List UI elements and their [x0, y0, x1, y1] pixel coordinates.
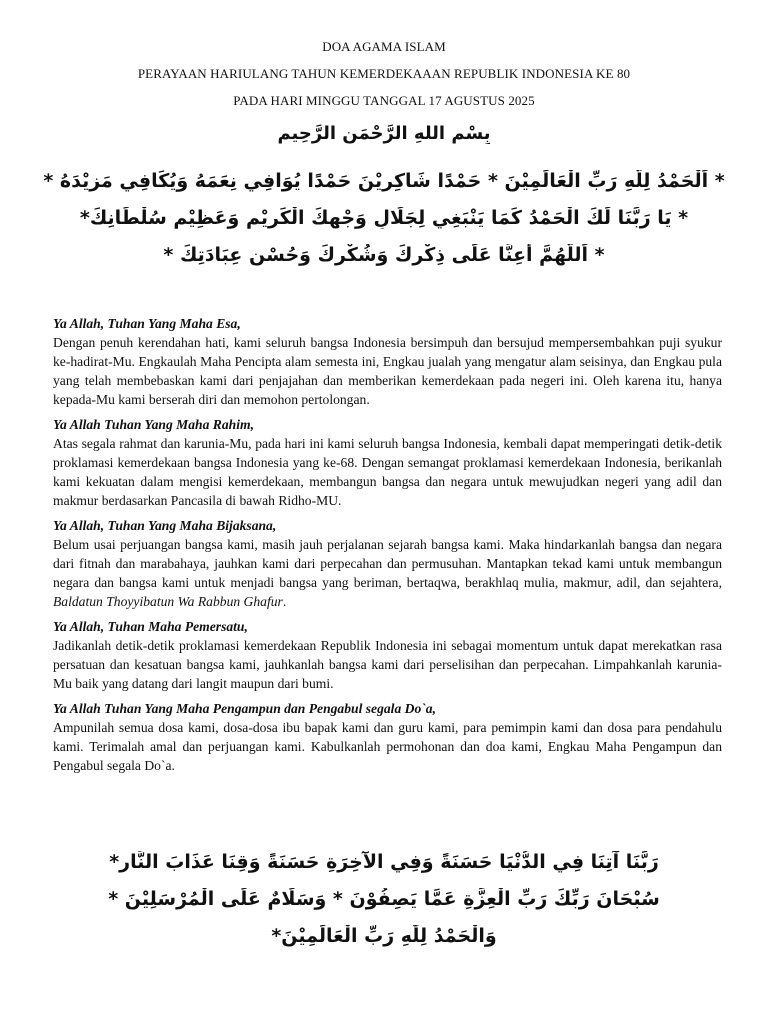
arabic-opening-line-1: * اَلْحَمْدُ لِلَّهِ رَبِّ الْعَالَمِيْنَ * حَمْدًا شَاكِرِيْنَ حَمْدًا يُوَافِي نِعَمَهُ وَيُكَافِي مَزِيْدَهُ *: [43, 170, 725, 192]
document-date-line: PADA HARI MINGGU TANGGAL 17 AGUSTUS 2025: [233, 93, 535, 108]
section-heading: Ya Allah, Tuhan Maha Pemersatu,: [53, 619, 248, 634]
section-paragraph: Dengan penuh kerendahan hati, kami seluruh bangsa Indonesia bersimpuh dan bersujud mempersembahkan puji syukur ke-hadirat-Mu. Engkaulah Maha Pencipta alam semesta ini, Engkau jualah yang mengatur alam seisinya, dan Engkau pula yang telah membebaskan kami dari penjajahan dan memberikan kemerdekaan pada negeri ini. Oleh karena itu, hanya kepada-Mu kami berserah diri dan memohon pertolongan.: [53, 335, 722, 407]
section-heading: Ya Allah, Tuhan Yang Maha Esa,: [53, 316, 241, 331]
prayer-body: [53, 314, 722, 781]
section-heading: Ya Allah Tuhan Yang Maha Rahim,: [53, 417, 254, 432]
prayer-section: [53, 617, 722, 693]
prayer-section: [53, 516, 722, 611]
section-paragraph: Jadikanlah detik-detik proklamasi kemerdekaan Republik Indonesia ini sebagai momentum untuk dapat merekatkan rasa persatuan dan kesatuan bangsa kami, jauhkanlah bangsa kami dari perselisihan dan perpecahan. Limpahkanlah karunia-Mu baik yang datang dari langit maupun dari bumi.: [53, 638, 722, 691]
prayer-section: [53, 314, 722, 409]
section-paragraph-wrapper: Belum usai perjuangan bangsa kami, masih jauh perjalanan sejarah bangsa kami. Maka hindarkanlah bangsa dan negara dari fitnah dan marabahaya, jauhkan kami dari perpecahan dan permusuhan. Mantapkan tekad kami untuk membangun negara dan bangsa kami untuk menjadi bangsa yang beriman, bertaqwa, berakhlaq mulia, makmur, adil, dan sejahtera, Baldatun Thoyyibatun Wa Rabbun Ghafur.: [53, 537, 722, 609]
arabic-opening-line-2: * يَا رَبَّنَا لَكَ الْحَمْدُ كَمَا يَنْبَغِي لِجَلَالِ وَجْهِكَ الْكَرِيْمِ وَعَظِيْمِ سُلْطَانِكَ*: [79, 207, 689, 229]
document-title: DOA AGAMA ISLAM: [322, 39, 446, 54]
arabic-basmalah: بِسْمِ اللهِ الرَّحْمَنِ الرَّحِيمِ: [277, 123, 491, 144]
section-paragraph: Belum usai perjuangan bangsa kami, masih jauh perjalanan sejarah bangsa kami. Maka hindarkanlah bangsa dan negara dari fitnah dan marabahaya, jauhkan kami dari perpecahan dan permusuhan. Mantapkan tekad kami untuk membangun negara dan bangsa kami untuk menjadi bangsa yang beriman, bertaqwa, berakhlaq mulia, makmur, adil, dan sejahtera,: [53, 537, 722, 590]
document-subtitle: PERAYAAN HARIULANG TAHUN KEMERDEKAAAN REPUBLIK INDONESIA KE 80: [137, 66, 631, 81]
arabic-closing-line-3: وَالْحَمْدُ لِلّٰهِ رَبِّ الْعَالَمِيْنَ*: [271, 925, 497, 947]
arabic-closing-line-2: سُبْحَانَ رَبِّكَ رَبِّ الْعِزَّةِ عَمَّا يَصِفُوْنَ * وَسَلَامٌ عَلَى الْمُرْسَلِيْنَ *: [108, 888, 660, 910]
section-heading: Ya Allah, Tuhan Yang Maha Bijaksana,: [53, 518, 277, 533]
section-paragraph: Atas segala rahmat dan karunia-Mu, pada hari ini kami seluruh bangsa Indonesia, kembali dapat memperingati detik-detik proklamasi kemerdekaan bangsa Indonesia yang ke-68. Dengan semangat proklamasi kemerdekaan Indonesia, berikanlah kami kekuatan dalam mengisi kemerdekaan, membangun bangsa dan negara untuk mewujudkan negeri yang adil dan makmur berdasarkan Pancasila di bawah Ridho-MU.: [53, 436, 722, 508]
arabic-closing-line-1: رَبَّنَا آتِنَا فِي الدُّنْيَا حَسَنَةً وَفِي الآخِرَةِ حَسَنَةً وَقِنَا عَذَابَ النَّارِ*: [109, 851, 659, 873]
section-paragraph: Ampunilah semua dosa kami, dosa-dosa ibu bapak kami dan guru kami, para pemimpin kami dan dosa para pendahulu kami. Terimalah amal dan perjuangan kami. Kabulkanlah permohonan dan doa kami, Engkau Maha Pengampun dan Pengabul segala Do`a.: [53, 720, 722, 773]
section-heading: Ya Allah Tuhan Yang Maha Pengampun dan Pengabul segala Do`a,: [53, 701, 436, 716]
section-italic-phrase: Baldatun Thoyyibatun Wa Rabbun Ghafur: [53, 594, 283, 609]
prayer-section: [53, 415, 722, 510]
prayer-section: [53, 699, 722, 775]
arabic-opening-line-3: * اَللَّهُمَّ أَعِنَّا عَلَى ذِكْرِكَ وَشُكْرِكَ وَحُسْنِ عِبَادَتِكَ *: [163, 244, 605, 266]
